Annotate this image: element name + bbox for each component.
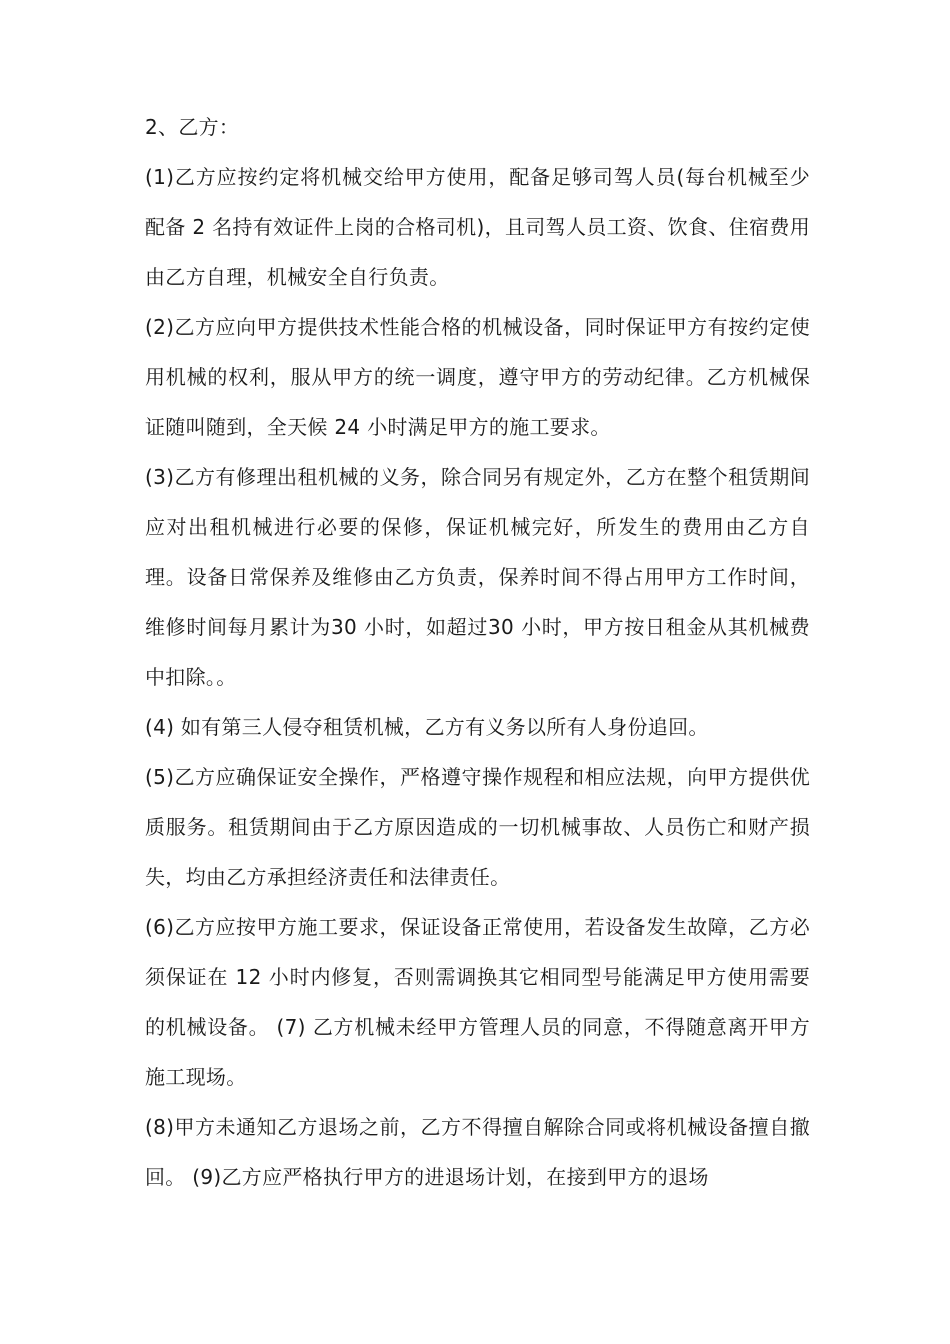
- paragraph-2: (2)乙方应向甲方提供技术性能合格的机械设备，同时保证甲方有按约定使用机械的权利，服从甲方的统一调度，遵守甲方的劳动纪律。乙方机械保证随叫随到，全天候 24 小时满足甲方的施工要求。: [145, 315, 810, 439]
- paragraph-6-7: (6)乙方应按甲方施工要求，保证设备正常使用，若设备发生故障，乙方必须保证在 12 小时内修复，否则需调换其它相同型号能满足甲方使用需要的机械设备。 (7) 乙方机械未经甲方管理人员的同意，不得随意离开甲方施工现场。: [145, 915, 810, 1089]
- paragraph-3: (3)乙方有修理出租机械的义务，除合同另有规定外，乙方在整个租赁期间应对出租机械进行必要的保修，保证机械完好，所发生的费用由乙方自理。设备日常保养及维修由乙方负责，保养时间不得占用甲方工作时间，维修时间每月累计为30 小时，如超过30 小时，甲方按日租金从其机械费中扣除。。: [145, 465, 810, 689]
- document-body: [145, 102, 810, 1202]
- section-heading: 2、乙方：: [145, 115, 240, 139]
- paragraph-8-9: (8)甲方未通知乙方退场之前，乙方不得擅自解除合同或将机械设备擅自撤回。 (9)乙方应严格执行甲方的进退场计划，在接到甲方的退场: [145, 1115, 810, 1189]
- paragraph-5: (5)乙方应确保证安全操作，严格遵守操作规程和相应法规，向甲方提供优质服务。租赁期间由于乙方原因造成的一切机械事故、人员伤亡和财产损失，均由乙方承担经济责任和法律责任。: [145, 765, 810, 889]
- paragraph-4: (4) 如有第三人侵夺租赁机械，乙方有义务以所有人身份追回。: [145, 715, 709, 739]
- paragraph-1: (1)乙方应按约定将机械交给甲方使用，配备足够司驾人员(每台机械至少配备 2 名持有效证件上岗的合格司机)，且司驾人员工资、饮食、住宿费用由乙方自理，机械安全自行负责。: [145, 165, 810, 289]
